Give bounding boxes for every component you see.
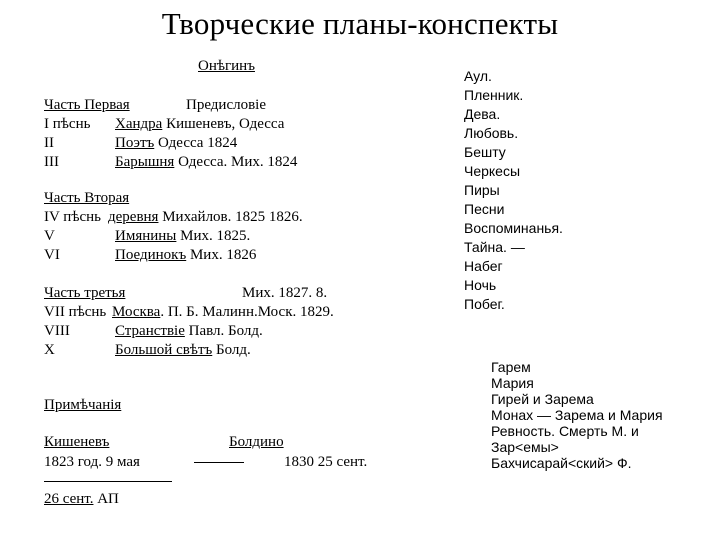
chapter-number: I пѣснь	[44, 116, 91, 132]
chapter-entry	[115, 246, 256, 265]
chapter-name: Барышня	[115, 154, 175, 170]
plan-item: Гарем	[491, 359, 531, 375]
chapter-number: II	[44, 135, 54, 151]
chapter-name: Странствіе	[115, 323, 185, 339]
plan-item: Воспоминанья.	[464, 220, 563, 236]
part1-preface: Предисловіе	[186, 97, 267, 113]
chapter-place: Одесса 1824	[154, 135, 238, 151]
plan-item: Побег.	[464, 296, 505, 312]
chapter-place: Одесса. Мих. 1824	[174, 154, 298, 170]
plan-item: Набег	[464, 258, 503, 274]
plan-item: Монах — Зарема и Мария	[491, 407, 663, 423]
chapter-place: Павл. Болд.	[184, 323, 263, 339]
part3-date: Мих. 1827. 8.	[242, 285, 328, 301]
chapter-entry	[115, 322, 263, 341]
chapter-place: . П. Б. Малинн.Моск. 1829.	[160, 304, 334, 320]
plan-item: Бахчисарай<ский> Ф.	[491, 455, 632, 471]
chapter-number: X	[44, 342, 55, 358]
chapter-place: Болд.	[212, 342, 251, 358]
plan-item: Пленник.	[464, 87, 524, 103]
chapter-entry	[115, 341, 251, 360]
chapter-place: Мих. 1825.	[176, 228, 251, 244]
part3-label: Часть третья	[44, 285, 126, 301]
footer-left-city: Кишеневъ	[44, 434, 110, 450]
dash-rule	[194, 462, 244, 463]
plan-item: Гирей и Зарема	[491, 391, 594, 407]
chapter-name: Большой свѣтъ	[115, 342, 213, 358]
chapter-entry	[112, 303, 334, 322]
chapter-number: III	[44, 154, 59, 170]
chapter-place: Кишеневъ, Одесса	[162, 116, 285, 132]
chapter-entry	[115, 115, 284, 134]
separator-rule	[44, 481, 172, 482]
footer-right-city: Болдино	[229, 434, 284, 450]
chapter-name: Имянины	[115, 228, 177, 244]
plan-list-2	[491, 359, 663, 471]
chapter-entry	[108, 208, 303, 227]
chapter-place: Михайлов. 1825 1826.	[158, 209, 303, 225]
final-date: 26 сент.	[44, 491, 94, 507]
final-line	[44, 490, 119, 509]
chapter-name: Хандра	[115, 116, 163, 132]
chapter-number: VIII	[44, 323, 70, 339]
chapter-place: Мих. 1826	[186, 247, 257, 263]
notes-label: Примѣчанія	[44, 397, 122, 413]
chapter-entry	[115, 134, 237, 153]
chapter-number: V	[44, 228, 55, 244]
plan-item: Бешту	[464, 144, 506, 160]
chapter-entry	[115, 153, 297, 172]
chapter-name: Москва	[112, 304, 161, 320]
chapter-number: VI	[44, 247, 60, 263]
plan-item: Тайна. —	[464, 239, 525, 255]
chapter-name: деревня	[108, 209, 159, 225]
plan-item: Зар<емы>	[491, 439, 559, 455]
part2-label: Часть Вторая	[44, 190, 130, 206]
footer-right-date: 1830 25 сент.	[284, 454, 368, 470]
chapter-entry	[115, 227, 250, 246]
chapter-number: IV пѣснь	[44, 209, 102, 225]
plan-item: Пиры	[464, 182, 500, 198]
footer-left-date: 1823 год. 9 мая	[44, 454, 140, 470]
plan-item: Мария	[491, 375, 534, 391]
plan-item: Дева.	[464, 106, 501, 122]
plan-item: Черкесы	[464, 163, 521, 179]
manuscript-heading: Онѣгинъ	[198, 58, 255, 74]
chapter-name: Поэтъ	[115, 135, 155, 151]
plan-item: Аул.	[464, 68, 492, 84]
plan-item: Песни	[464, 201, 505, 217]
final-initials: АП	[93, 491, 119, 507]
plan-list-1	[464, 67, 563, 314]
part1-label: Часть Первая	[44, 97, 130, 113]
chapter-name: Поединокъ	[115, 247, 187, 263]
plan-item: Любовь.	[464, 125, 519, 141]
page-title: Творческие планы-конспекты	[161, 6, 559, 41]
plan-item: Ревность. Смерть М. и	[491, 423, 639, 439]
plan-item: Ночь	[464, 277, 497, 293]
chapter-number: VII пѣснь	[44, 304, 107, 320]
